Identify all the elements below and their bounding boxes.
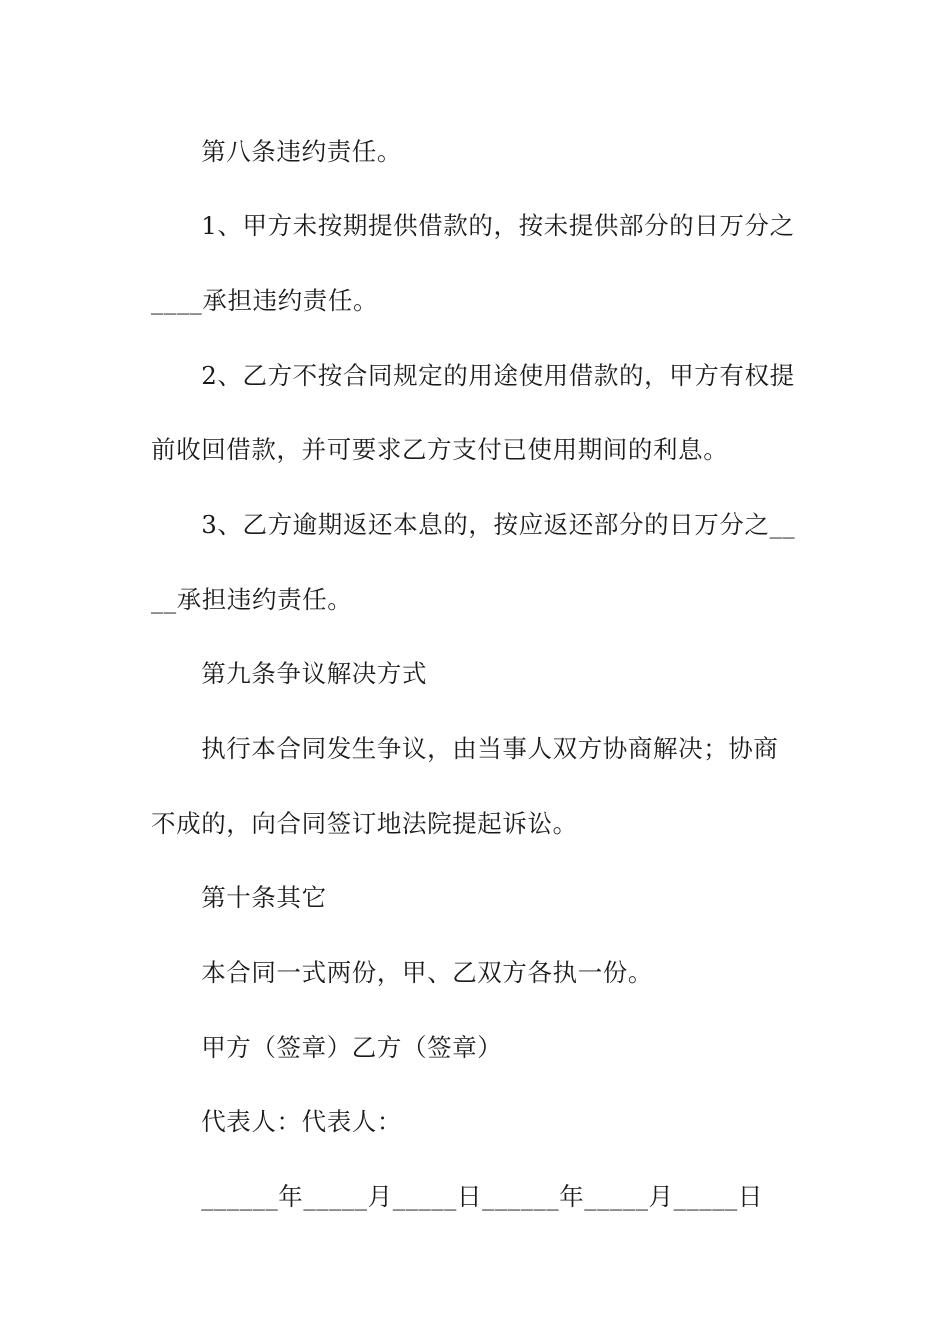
clause-8-3-line-2: __承担违约责任。 [151, 585, 353, 614]
date-line: ______年_____月_____日______年_____月_____日 [151, 1182, 763, 1211]
article-9-heading: 第九条争议解决方式 [151, 659, 428, 688]
representatives: 代表人：代表人： [151, 1107, 402, 1136]
article-10-text: 本合同一式两份，甲、乙双方各执一份。 [151, 958, 653, 987]
clause-8-1-line-1: 1、甲方未按期提供借款的，按未提供部分的日万分之 [151, 211, 795, 240]
article-9-text-line-2: 不成的，向合同签订地法院提起诉讼。 [151, 809, 578, 838]
clause-8-3-line-1: 3、乙方逾期返还本息的，按应返还部分的日万分之__ [151, 510, 796, 539]
clause-8-2-line-2: 前收回借款，并可要求乙方支付已使用期间的利息。 [151, 435, 729, 464]
signature-parties: 甲方（签章）乙方（签章） [151, 1033, 503, 1062]
clause-8-1-line-2: ____承担违约责任。 [151, 286, 379, 315]
clause-8-2-line-1: 2、乙方不按合同规定的用途使用借款的，甲方有权提 [151, 361, 795, 390]
article-10-heading: 第十条其它 [151, 883, 327, 912]
article-9-text-line-1: 执行本合同发生争议，由当事人双方协商解决；协商 [151, 734, 779, 763]
article-8-heading: 第八条违约责任。 [151, 137, 402, 166]
